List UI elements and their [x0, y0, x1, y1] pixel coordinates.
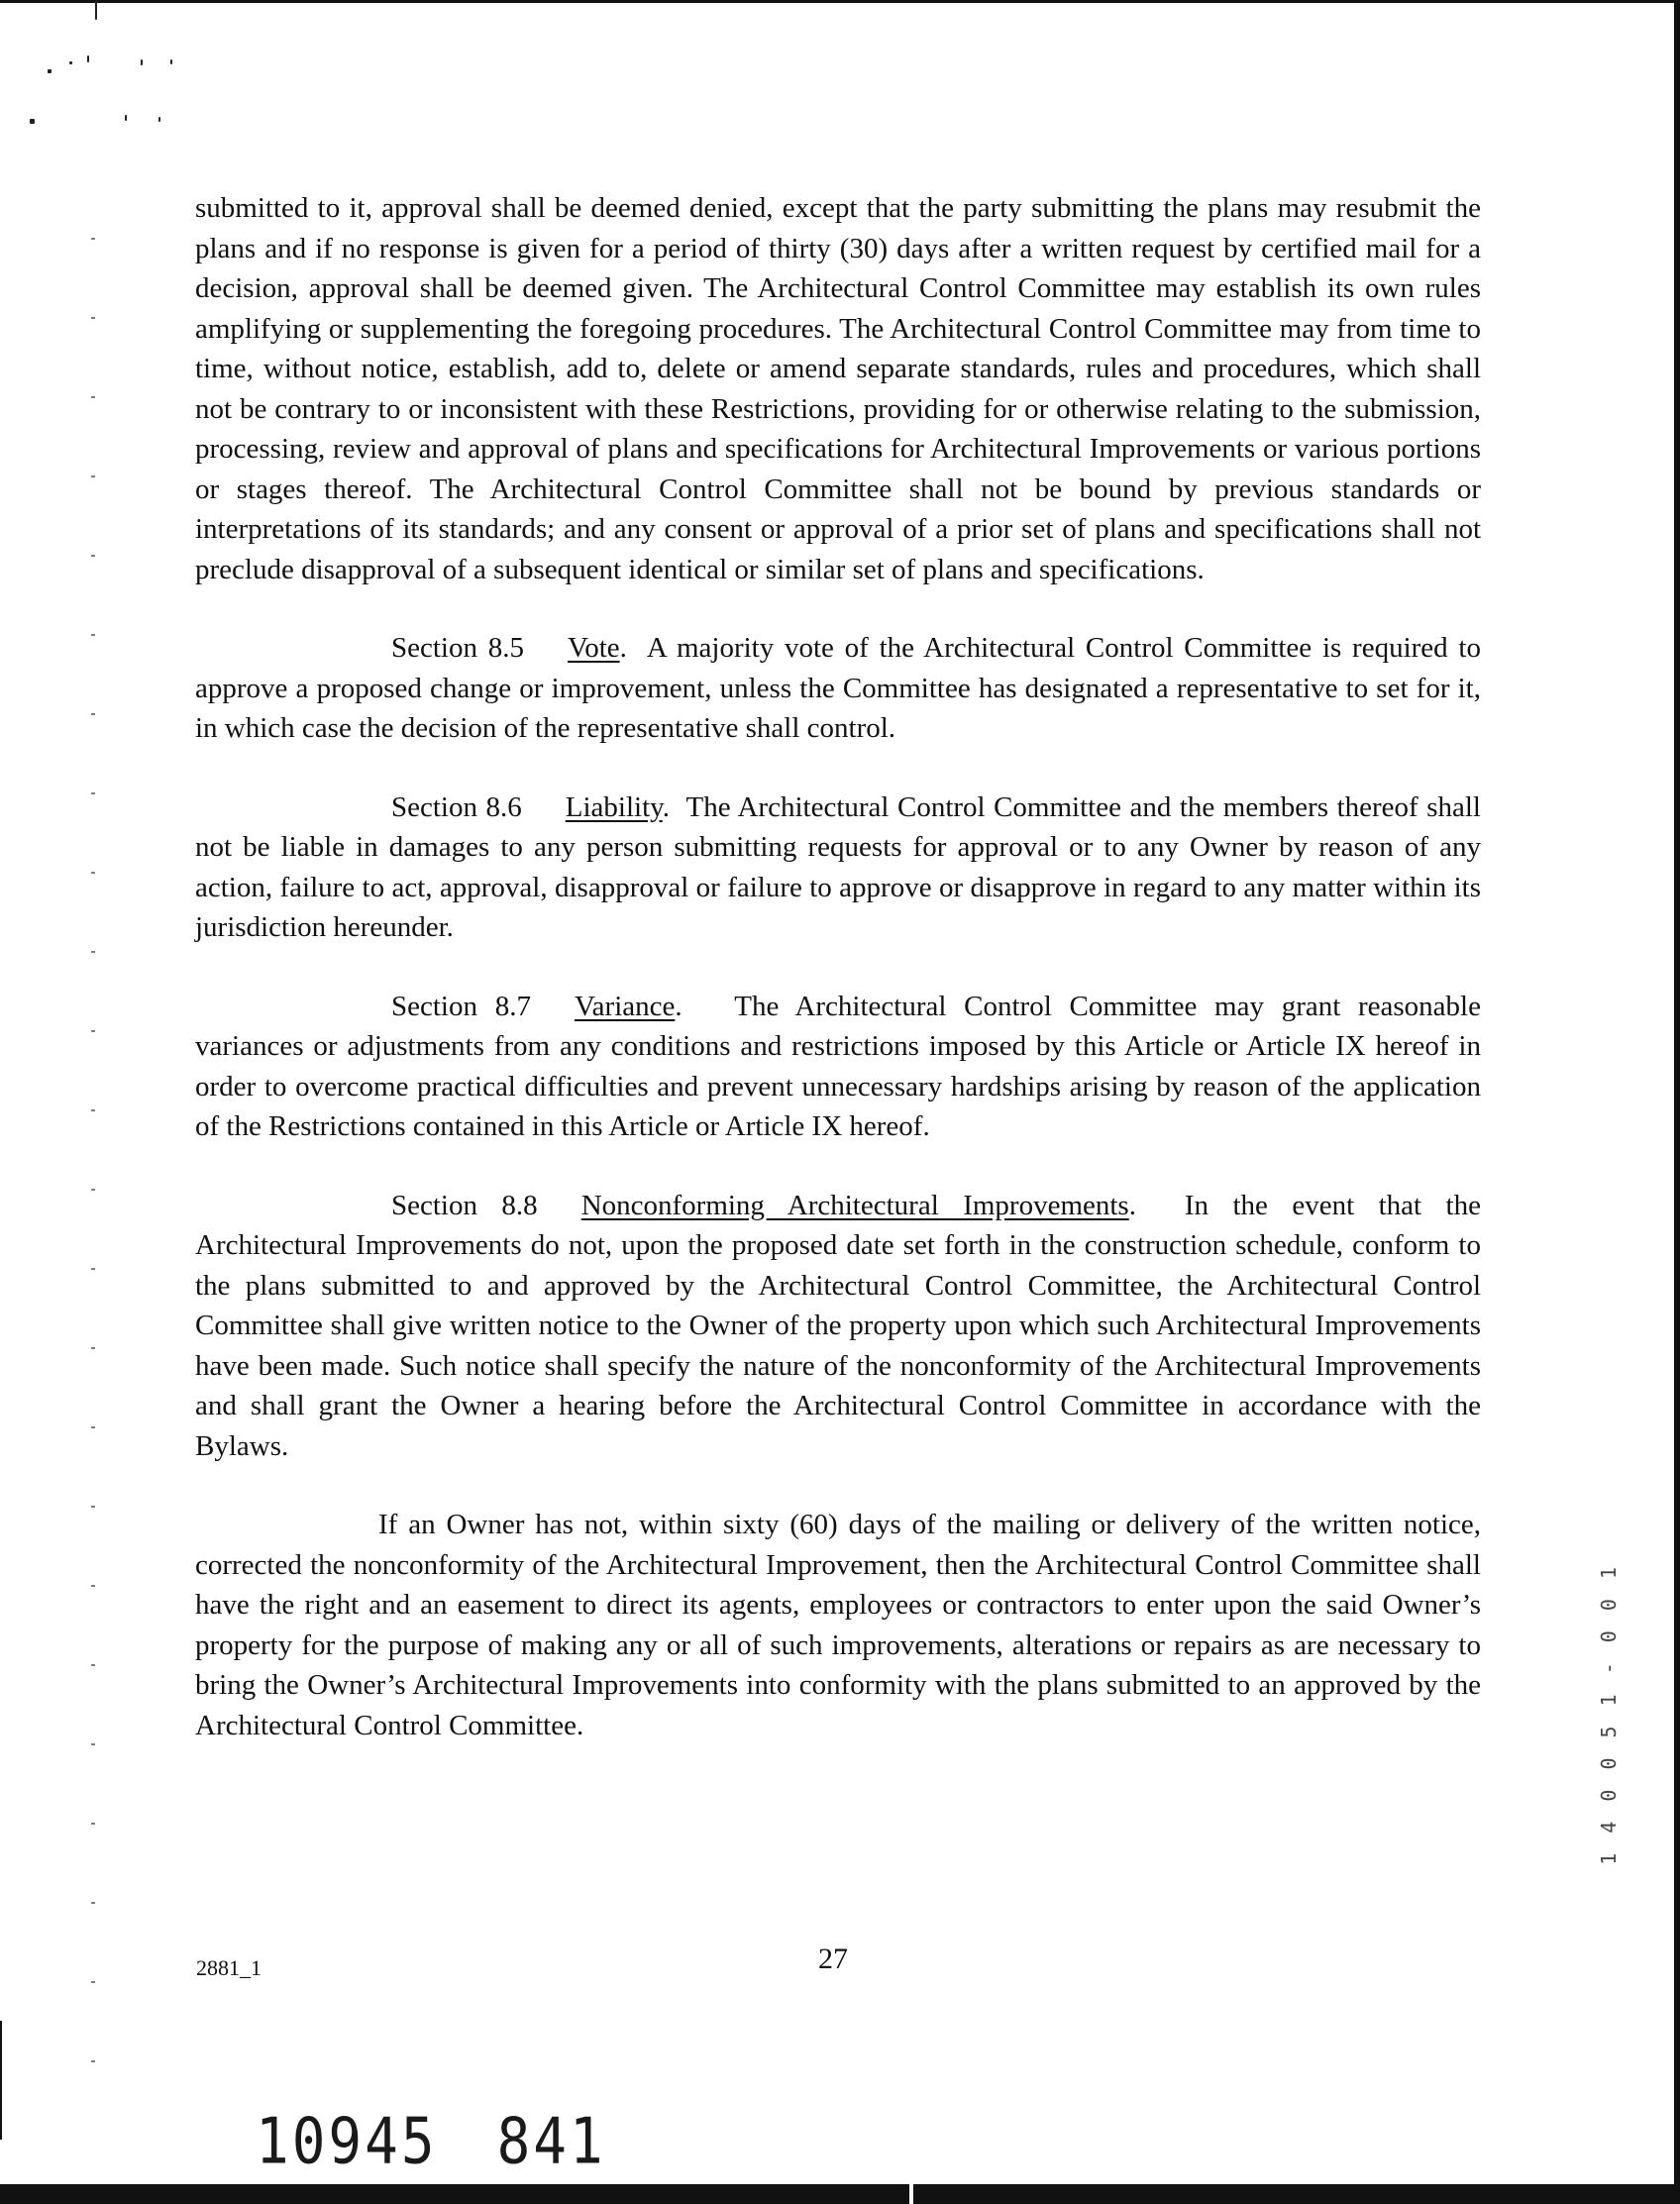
paragraph-owner-correction	[195, 1505, 1481, 1745]
section-text: The Architectural Control Committee and the members thereof shall not be liable in damages to any person submitting requests for approval or to any Owner by reason of any action, failure to act, approval, disapproval or failure to approve or disapprove in regard to any matter within its jurisdiction hereunder.	[195, 790, 1481, 943]
section-heading: Liability	[565, 790, 663, 823]
paragraph-text: If an Owner has not, within sixty (60) days of the mailing or delivery of the written notice, corrected the nonconformity of the Architectural Improvement, then the Architectural Control Committee shall have the right and an easement to direct its agents, employees or contractors to enter upon the said Owner’s property for the purpose of making any or all of such improvements, alterations or repairs as are necessary to bring the Owner’s Architectural Improvements into conformity with the plans submitted to an approved by the Architectural Control Committee.	[195, 1509, 1481, 1741]
section-number: Section 8.5	[391, 632, 525, 664]
scan-speck	[69, 61, 72, 64]
page-number: 27	[818, 1942, 848, 1975]
scan-speck	[158, 117, 160, 122]
document-body	[195, 188, 1481, 1784]
section-heading: Nonconforming Architectural Improvements	[580, 1189, 1129, 1221]
punch-hole-marks	[91, 238, 95, 2120]
section-heading: Variance	[574, 990, 676, 1022]
book-number: 10945	[256, 2105, 438, 2179]
document-id: 2881_1	[196, 1955, 262, 1980]
section-number: Section 8.7	[391, 990, 531, 1022]
scan-bottom-edge	[0, 2184, 1680, 2204]
scan-speck	[30, 119, 35, 124]
section-heading: Vote	[568, 632, 620, 664]
scan-bottom-notch	[909, 2182, 913, 2204]
paragraph-text: submitted to it, approval shall be deemed denied, except that the party submitting the plans may resubmit the plans and if no response is given for a period of thirty (30) days after a written request by certified mail for a decision, approval shall be deemed given. The Architectural Control Committee may establish its own rules amplifying or supplementing the foregoing procedures. The Architectural Control Committee may from time to time, without notice, establish, add to, delete or amend separate standards, rules and procedures, which shall not be contrary to or inconsistent with these Restrictions, providing for or otherwise relating to the submission, processing, review and approval of plans and specifications for Architectural Improvements or various portions or stages thereof. The Architectural Control Committee shall not be bound by previous standards or interpretations of its standards; and any consent or approval of a prior set of plans and specifications shall not preclude disapproval of a subsequent identical or similar set of plans and specifications.	[195, 192, 1481, 585]
scan-speck	[87, 55, 89, 62]
page-stamp-number: 841	[496, 2105, 606, 2179]
section-text: A majority vote of the Architectural Control Committee is required to approve a proposed change or improvement, unless the Committee has designated a representative to set for it, in which case the decision of the representative shall control.	[195, 632, 1481, 744]
section-number: Section 8.6	[391, 790, 522, 823]
scan-speck	[170, 59, 172, 64]
section-number: Section 8.8	[391, 1189, 538, 1221]
side-recording-stamp: 1 4 0 0 5 1 - 0 0 1	[1597, 1563, 1621, 1865]
scan-top-edge	[0, 0, 1680, 3]
section-8-5-vote: Section 8.5 Vote. A majority vote of the Architectural Control Committee is required to approve a proposed change or improvement, unless the Committee has designated a representative to set for it, in which case the decision of the representative shall control.	[195, 632, 1481, 744]
scan-speck	[141, 59, 143, 65]
section-8-6-liability: Section 8.6 Liability. The Architectural Control Committee and the members thereof shall not be liable in damages to any person submitting requests for approval or to any Owner by reason of any action, failure to act, approval, disapproval or failure to approve or disapprove in regard to any matter within its jurisdiction hereunder.	[195, 790, 1481, 943]
section-text: In the event that the Architectural Improvements do not, upon the proposed date set forth in the construction schedule, conform to the plans submitted to and approved by the Architectural Control Committee, the Architectural Control Committee shall give written notice to the Owner of the property upon which such Architectural Improvements have been made. Such notice shall specify the nature of the nonconformity of the Architectural Improvements and shall grant the Owner a hearing before the Architectural Control Committee in accordance with the Bylaws.	[195, 1189, 1481, 1462]
scan-speck	[95, 0, 97, 20]
scan-speck	[48, 69, 52, 73]
scan-speck	[125, 115, 127, 121]
section-text: The Architectural Control Committee may grant reasonable variances or adjustments from any conditions and restrictions imposed by this Article or Article IX hereof in order to overcome practical difficulties and prevent unnecessary hardships arising by reason of the application of the Restrictions contained in this Article or Article IX hereof.	[195, 990, 1481, 1142]
book-page-stamp	[256, 2105, 606, 2179]
section-8-8-nonconforming: Section 8.8 Nonconforming Architectural Improvements. In the event that the Architectural Improvements do not, upon the proposed date set forth in the construction schedule, conform to the plans submitted to and approved by the Architectural Control Committee, the Architectural Control Committee shall give written notice to the Owner of the property upon which such Architectural Improvements have been made. Such notice shall specify the nature of the nonconformity of the Architectural Improvements and shall grant the Owner a hearing before the Architectural Control Committee in accordance with the Bylaws.	[195, 1189, 1481, 1462]
paragraph-approval-procedures	[195, 188, 1481, 589]
scan-right-edge	[1674, 0, 1680, 2204]
section-8-7-variance: Section 8.7 Variance. The Architectural Control Committee may grant reasonable variances or adjustments from any conditions and restrictions imposed by this Article or Article IX hereof in order to overcome practical difficulties and prevent unnecessary hardships arising by reason of the application of the Restrictions contained in this Article or Article IX hereof.	[195, 990, 1481, 1142]
scan-left-mark	[0, 2021, 2, 2140]
